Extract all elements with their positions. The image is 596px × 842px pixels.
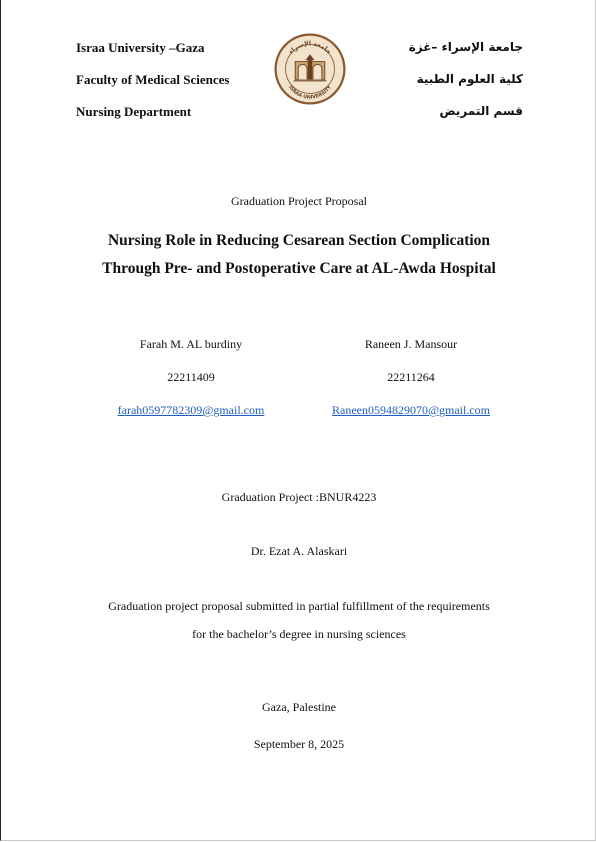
course-code: Graduation Project :BNUR4223 bbox=[221, 490, 377, 504]
student-1-email-container bbox=[76, 403, 306, 418]
student-1-name: Farah M. AL burdiny bbox=[139, 337, 243, 351]
student-1-email-link[interactable]: farah0597782309@gmail.com bbox=[117, 403, 265, 417]
university-logo bbox=[273, 32, 347, 106]
faculty-name-ar: كلية العلوم الطبية bbox=[416, 72, 523, 86]
faculty-name-en: Faculty of Medical Sciences bbox=[76, 72, 230, 87]
date: September 8, 2025 bbox=[253, 737, 345, 751]
department-name-en: Nursing Department bbox=[76, 104, 192, 119]
student-2-name: Raneen J. Mansour bbox=[364, 337, 458, 351]
document-title-line-1: Nursing Role in Reducing Cesarean Section Complication bbox=[107, 232, 491, 249]
document-title-line-2: Through Pre- and Postoperative Care at AL-Awda Hospital bbox=[102, 260, 496, 277]
student-2-email-link[interactable]: Raneen0594829070@gmail.com bbox=[331, 403, 491, 417]
logo-arabic-text: جامعة الإسراء bbox=[287, 40, 333, 56]
logo-english-text: ISRAA UNIVERSITY bbox=[287, 85, 333, 101]
statement-line-2: for the bachelor’s degree in nursing sciences bbox=[192, 627, 406, 641]
university-name-en: Israa University –Gaza bbox=[76, 40, 205, 55]
university-name-ar: جامعة الإسراء –غزة bbox=[408, 40, 523, 54]
student-1-id: 22211409 bbox=[167, 370, 215, 384]
student-2-email-container bbox=[296, 403, 526, 418]
statement-line-1: Graduation project proposal submitted in partial fulfillment of the requirements bbox=[108, 599, 490, 613]
department-name-ar: قسم التمريض bbox=[439, 104, 523, 118]
student-2-id: 22211264 bbox=[387, 370, 435, 384]
document-label: Graduation Project Proposal bbox=[231, 194, 367, 208]
supervisor-name: Dr. Ezat A. Alaskari bbox=[250, 544, 348, 558]
place: Gaza, Palestine bbox=[262, 700, 336, 714]
